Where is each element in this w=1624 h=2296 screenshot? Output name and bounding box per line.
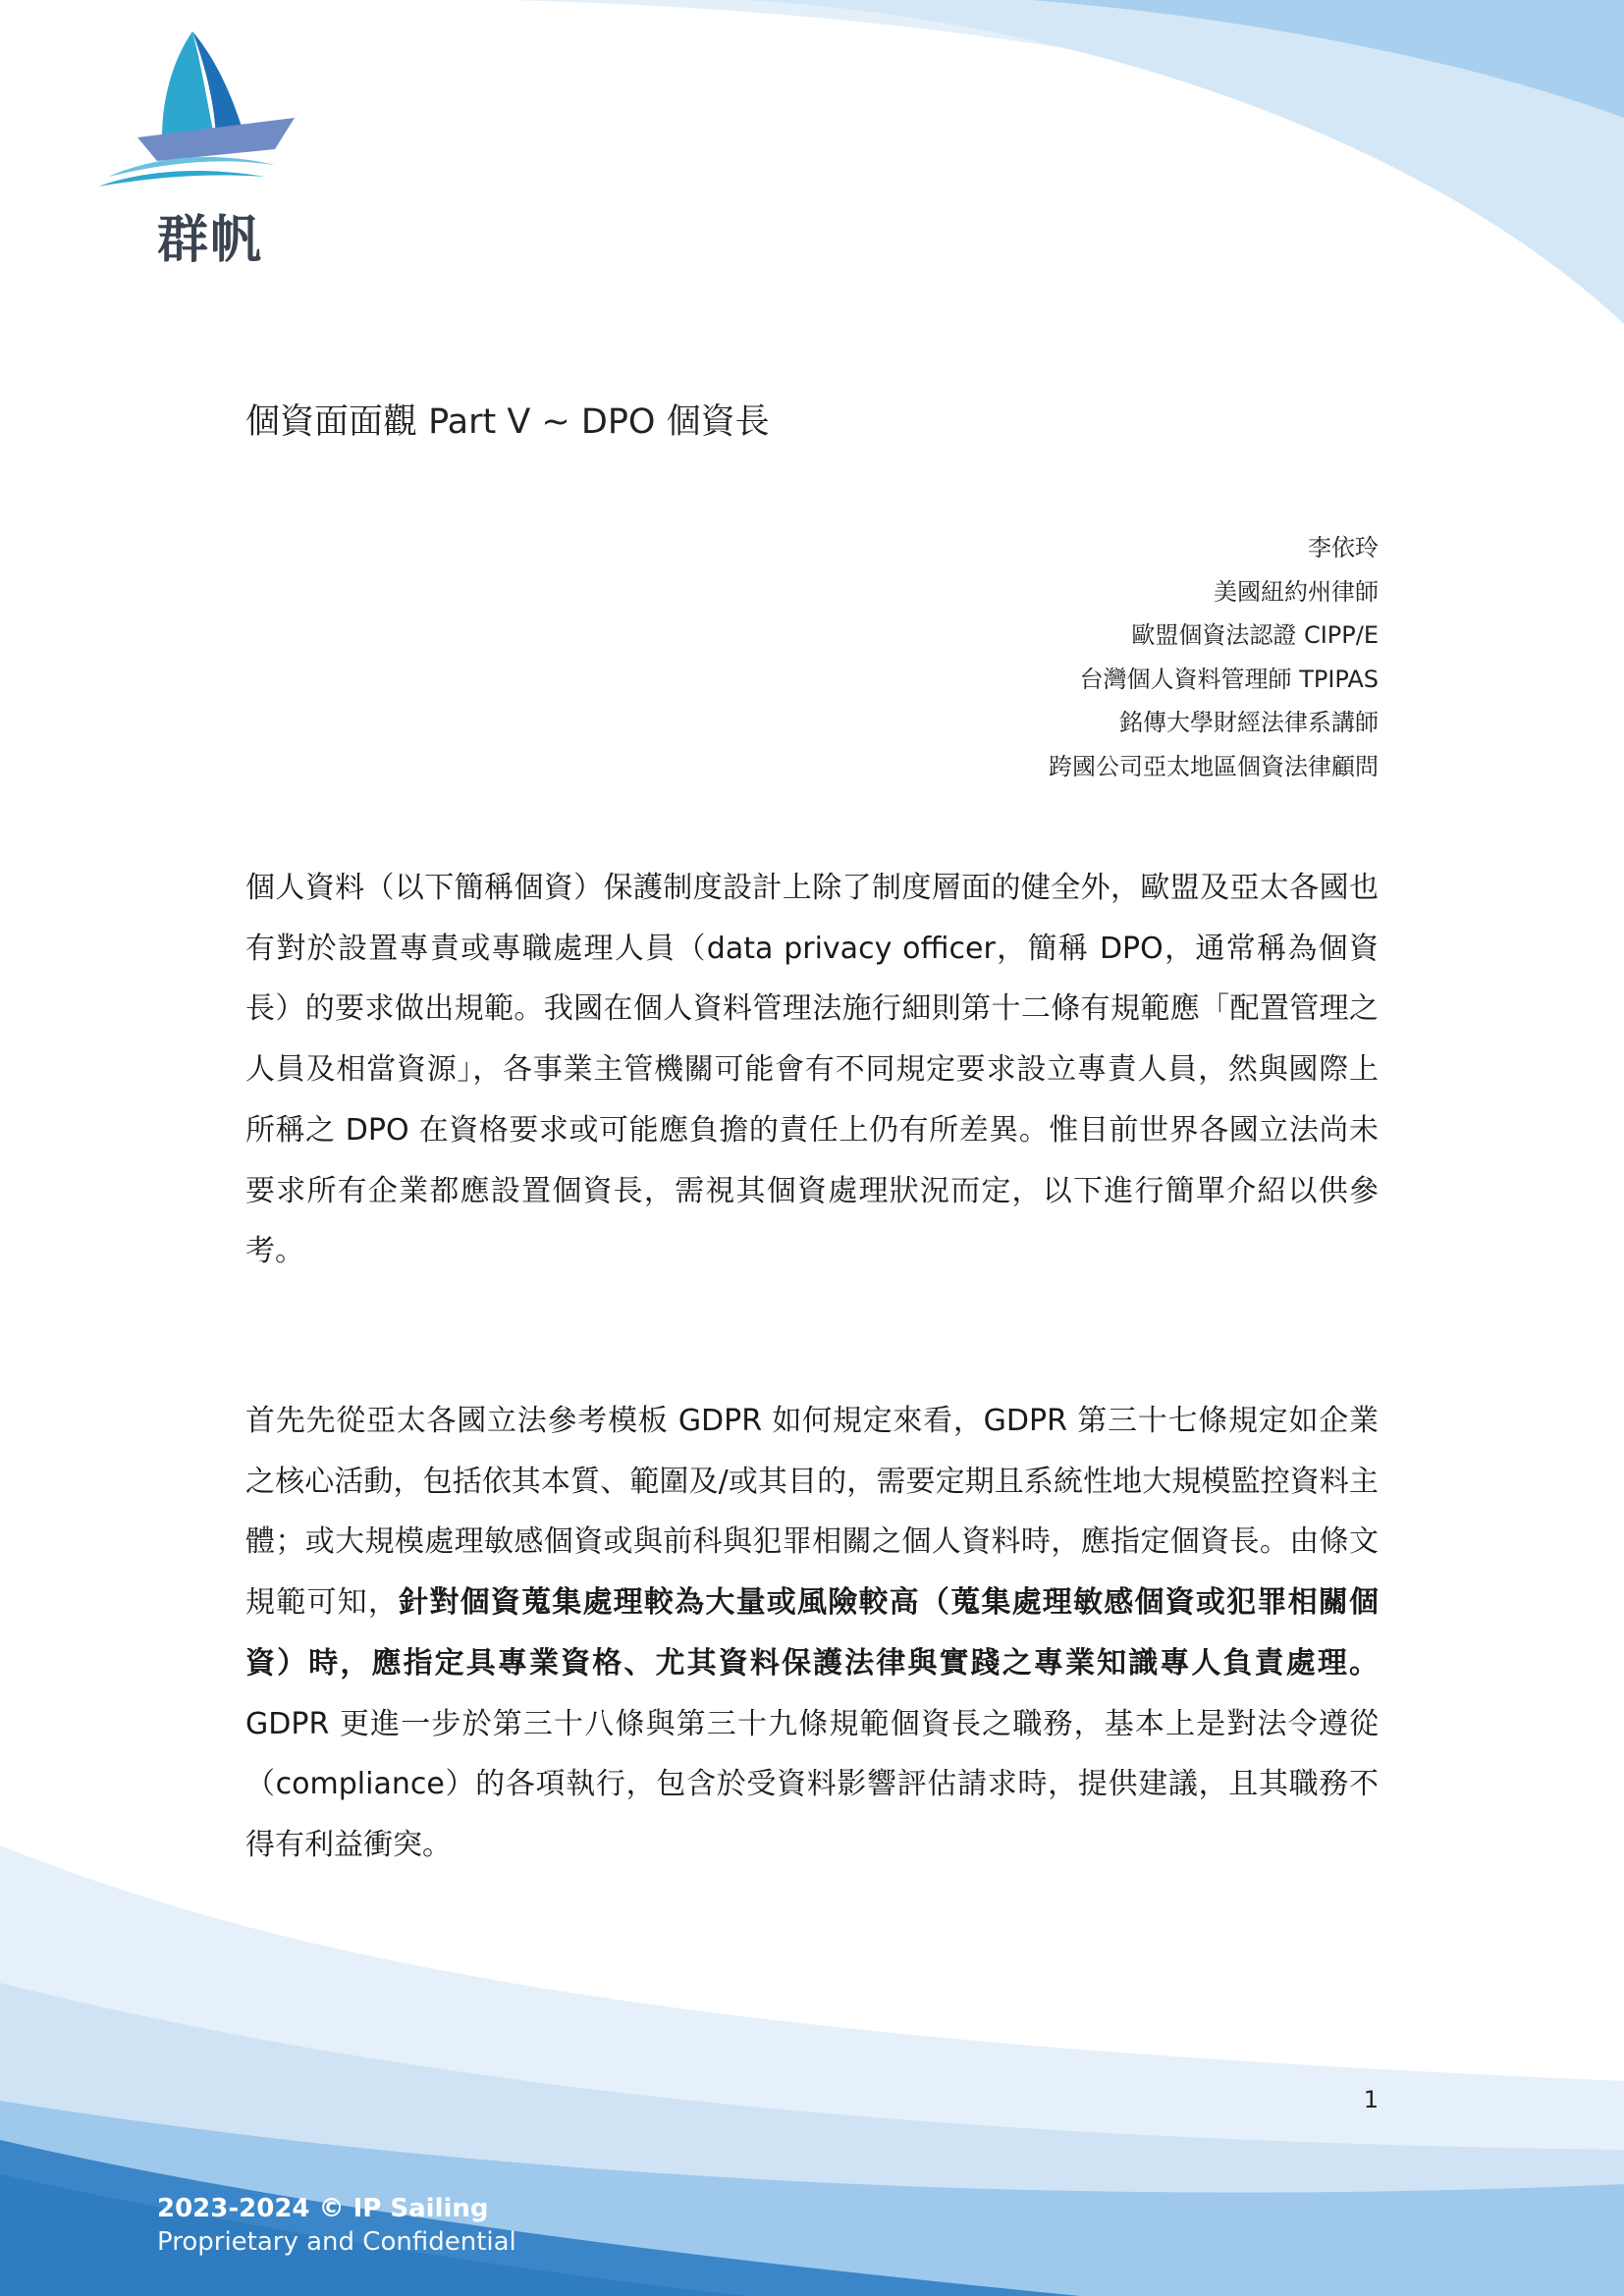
document-title: 個資面面觀 Part V ~ DPO 個資長: [245, 402, 770, 442]
paragraph-text: 首先先從亞太各國立法參考模板 GDPR 如何規定來看，GDPR 第三十七條規定如企業之核心活動，包括依其本質、範圍及/或其目的，需要定期且系統性地大規模監控資料主體；或大規模處理敏感個資或與前科與犯罪相關之個人資料時，應指定個資長。由條文規範可知，: [245, 1404, 1379, 1621]
footer-confidential: Proprietary and Confidential: [157, 2227, 516, 2257]
author-credential: 跨國公司亞太地區個資法律顧問: [1049, 752, 1379, 780]
author-credential: 銘傳大學財經法律系講師: [1119, 709, 1379, 736]
body-paragraph-2: [245, 1391, 1379, 1876]
footer: [157, 2194, 516, 2257]
author-credential: 台灣個人資料管理師 TPIPAS: [1079, 665, 1379, 693]
page-number: 1: [1363, 2086, 1379, 2113]
author-credential: 歐盟個資法認證 CIPP/E: [1131, 621, 1379, 649]
brand-logo: [98, 29, 304, 270]
sailboat-logo-icon: [98, 29, 295, 187]
author-credential: 美國紐約州律師: [1214, 577, 1379, 606]
author-block: [1049, 526, 1379, 788]
paragraph-text: GDPR 更進一步於第三十八條與第三十九條規範個資長之職務，基本上是對法令遵從（compliance）的各項執行，包含於受資料影響評估請求時，提供建議，且其職務不得有利益衝突。: [245, 1706, 1379, 1862]
body-paragraph-1: 個人資料（以下簡稱個資）保護制度設計上除了制度層面的健全外，歐盟及亞太各國也有對於設置專責或專職處理人員（data privacy officer，簡稱 DPO，通常稱為個資長）的要求做出規範。我國在個人資料管理法施行細則第十二條有規範應「配置管理之人員及相當資源」，各事業主管機關可能會有不同規定要求設立專責人員，然與國際上所稱之 DPO 在資格要求或可能應負擔的責任上仍有所差異。惟目前世界各國立法尚未要求所有企業都應設置個資長，需視其個資處理狀況而定，以下進行簡單介紹以供參考。: [245, 871, 1379, 1269]
author-name: 李依玲: [1308, 534, 1379, 561]
footer-copyright: 2023-2024 © IP Sailing: [157, 2194, 489, 2223]
brand-name: 群帆: [157, 211, 264, 270]
bold-highlight-text: 針對個資蒐集處理較為大量或風險較高（蒐集處理敏感個資或犯罪相關個資）時，應指定具專業資格、尤其資料保護法律與實踐之專業知識專人負責處理。: [245, 1585, 1380, 1681]
